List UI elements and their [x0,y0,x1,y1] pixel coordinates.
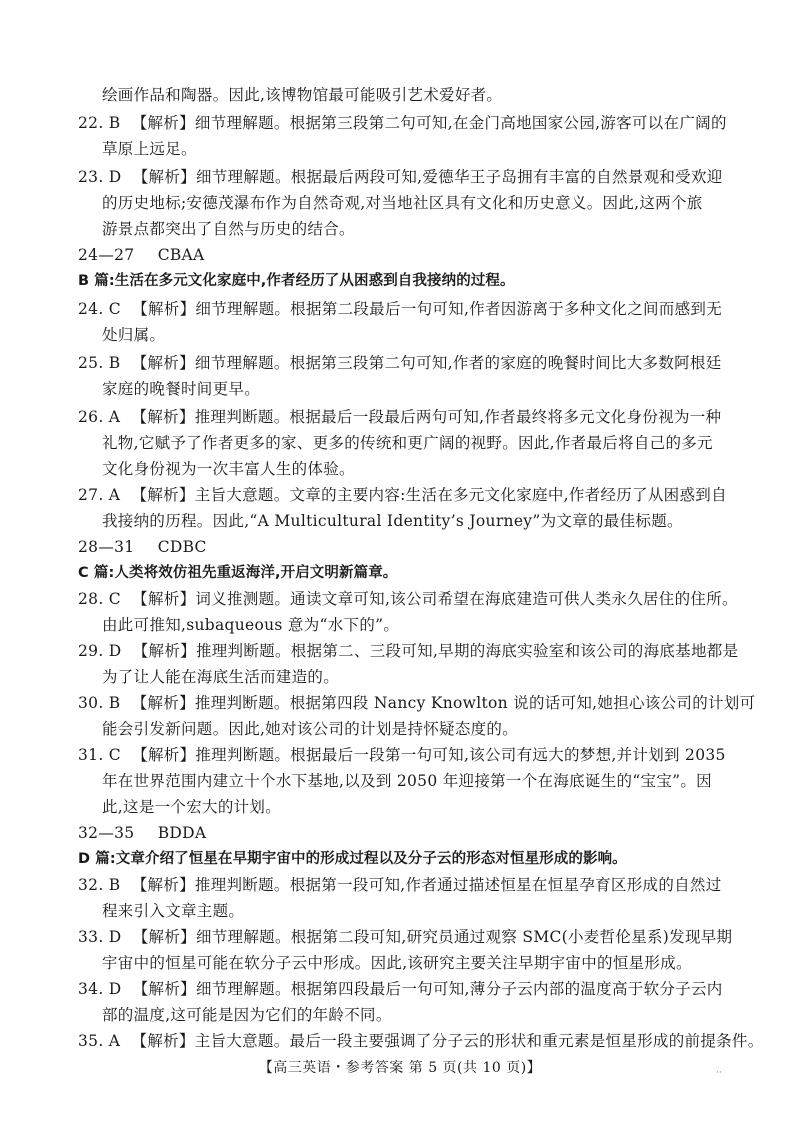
analysis-tag: 【解析】 [132,642,196,660]
answer-number: 25. B [78,354,121,372]
answer-number: 29. D [78,642,122,660]
explanation-line: 我接纳的历程。因此,“A Multicultural Identity’s Journey”为文章的最佳标题。 [102,512,683,530]
explanation-line: 推理判断题。根据第二、三段可知,早期的海底实验室和该公司的海底基地都是 [195,642,739,660]
answer-number: 24. C [78,300,121,318]
explanation-line: 游景点都突出了自然与历史的结合。 [102,220,355,238]
explanation-line: 家庭的晚餐时间更早。 [102,380,261,398]
answer-item-27 [78,484,728,506]
explanation-line: 推理判断题。根据第一段可知,作者通过描述恒星在恒星孕育区形成的自然过 [194,876,722,894]
explanation-line: 细节理解题。根据第二段最后一句可知,作者因游离于多种文化之间而感到无 [195,300,723,318]
explanation-line: 程来引入文章主题。 [102,902,245,920]
answer-item-28 [78,588,738,610]
analysis-tag: 【解析】 [132,746,196,764]
answer-item-26 [78,406,728,428]
answer-item-33 [78,926,733,948]
analysis-tag: 【解析】 [132,300,196,318]
answer-item-23 [78,166,728,188]
explanation-line: 处归属。 [102,326,166,344]
answer-number: 32. B [78,876,121,894]
answer-item-35 [78,1030,764,1052]
section-b-summary: B 篇:生活在多元文化家庭中,作者经历了从困惑到自我接纳的过程。 [78,273,515,289]
answer-number: 30. B [78,694,121,712]
explanation-line: 能会引发新问题。因此,她对该公司的计划是持怀疑态度的。 [102,720,519,738]
explanation-line: 礼物,它赋予了作者更多的家、更多的传统和更广阔的视野。因此,作者最后将自己的多元 [102,434,713,452]
range-answers: CDBC [157,538,207,556]
analysis-tag: 【解析】 [132,590,196,608]
range-answers: BDDA [157,824,207,842]
answer-number: 28. C [78,590,121,608]
analysis-tag: 【解析】 [131,354,195,372]
analysis-tag: 【解析】 [131,694,195,712]
page-footer: 【高三英语・参考答案 第 5 页(共 10 页)】 [258,1060,542,1076]
analysis-tag: 【解析】 [131,408,195,426]
answer-number: 27. A [78,486,121,504]
analysis-tag: 【解析】 [131,486,195,504]
answer-item-24 [78,298,728,320]
answer-number: 22. B [78,114,121,132]
range-answers: CBAA [157,246,205,264]
range-label: 32—35 [78,824,135,842]
answer-range-24-27 [78,244,205,266]
explanation-line: 推理判断题。根据最后一段第一句可知,该公司有远大的梦想,并计划到 2035 [195,746,726,764]
analysis-tag: 【解析】 [132,168,196,186]
explanation-line: 此,这是一个宏大的计划。 [102,798,282,816]
analysis-tag: 【解析】 [131,114,195,132]
analysis-tag: 【解析】 [131,876,195,894]
answer-item-22 [78,112,728,134]
explanation-line: 主旨大意题。最后一段主要强调了分子云的形状和重元素是恒星形成的前提条件。 [194,1032,764,1050]
range-label: 28—31 [78,538,135,556]
intro-continuation: 绘画作品和陶器。因此,该博物馆最可能吸引艺术爱好者。 [102,86,503,104]
range-label: 24—27 [78,246,135,264]
answer-item-34 [78,978,728,1000]
answer-item-25 [78,352,728,374]
explanation-line: 草原上远足。 [102,140,197,158]
analysis-tag: 【解析】 [132,928,196,946]
answer-number: 33. D [78,928,122,946]
explanation-line: 细节理解题。根据第二段可知,研究员通过观察 SMC(小麦哲伦星系)发现早期 [195,928,733,946]
answer-number: 35. A [78,1032,121,1050]
answer-number: 23. D [78,168,122,186]
explanation-line: 的历史地标;安德茂瀑布作为自然奇观,对当地社区具有文化和历史意义。因此,这两个旅 [102,194,703,212]
explanation-line: 细节理解题。根据第三段第二句可知,在金门高地国家公园,游客可以在广阔的 [194,114,727,132]
answer-number: 26. A [78,408,121,426]
explanation-line: 细节理解题。根据最后两段可知,爱德华王子岛拥有丰富的自然景观和受欢迎 [195,168,723,186]
explanation-line: 细节理解题。根据第三段第二句可知,作者的家庭的晚餐时间比大多数阿根廷 [194,354,722,372]
answer-item-32 [78,874,728,896]
answer-number: 34. D [78,980,122,998]
explanation-line: 推理判断题。根据最后一段最后两句可知,作者最终将多元文化身份视为一种 [194,408,722,426]
analysis-tag: 【解析】 [132,980,196,998]
explanation-line: 由此可推知,subaqueous 意为“水下的”。 [102,616,400,634]
section-d-summary: D 篇:文章介绍了恒星在早期宇宙中的形成过程以及分子云的形态对恒星形成的影响。 [78,851,627,867]
answer-item-31 [78,744,728,766]
explanation-line: 文化身份视为一次丰富人生的体验。 [102,460,355,478]
answer-number: 31. C [78,746,121,764]
corner-mark: ·· [716,1068,722,1078]
analysis-tag: 【解析】 [131,1032,195,1050]
explanation-line: 细节理解题。根据第四段最后一句可知,薄分子云内部的温度高于软分子云内 [195,980,723,998]
explanation-line: 部的温度,这可能是因为它们的年龄不同。 [102,1006,392,1024]
explanation-line: 为了让人能在海底生活而建造的。 [102,668,340,686]
explanation-line: 主旨大意题。文章的主要内容:生活在多元文化家庭中,作者经历了从困惑到自 [194,486,727,504]
explanation-line: 推理判断题。根据第四段 Nancy Knowlton 说的话可知,她担心该公司的计划可 [194,694,756,712]
answer-item-30 [78,692,756,714]
explanation-line: 宇宙中的恒星可能在软分子云中形成。因此,该研究主要关注早期宇宙中的恒星形成。 [102,954,692,972]
answer-range-28-31 [78,536,207,558]
answer-item-29 [78,640,739,662]
explanation-line: 词义推测题。通读文章可知,该公司希望在海底建造可供人类永久居住的住所。 [195,590,738,608]
section-c-summary: C 篇:人类将效仿祖先重返海洋,开启文明新篇章。 [78,565,398,581]
explanation-line: 年在世界范围内建立十个水下基地,以及到 2050 年迎接第一个在海底诞生的“宝宝”。因 [102,772,712,790]
answer-range-32-35 [78,822,206,844]
